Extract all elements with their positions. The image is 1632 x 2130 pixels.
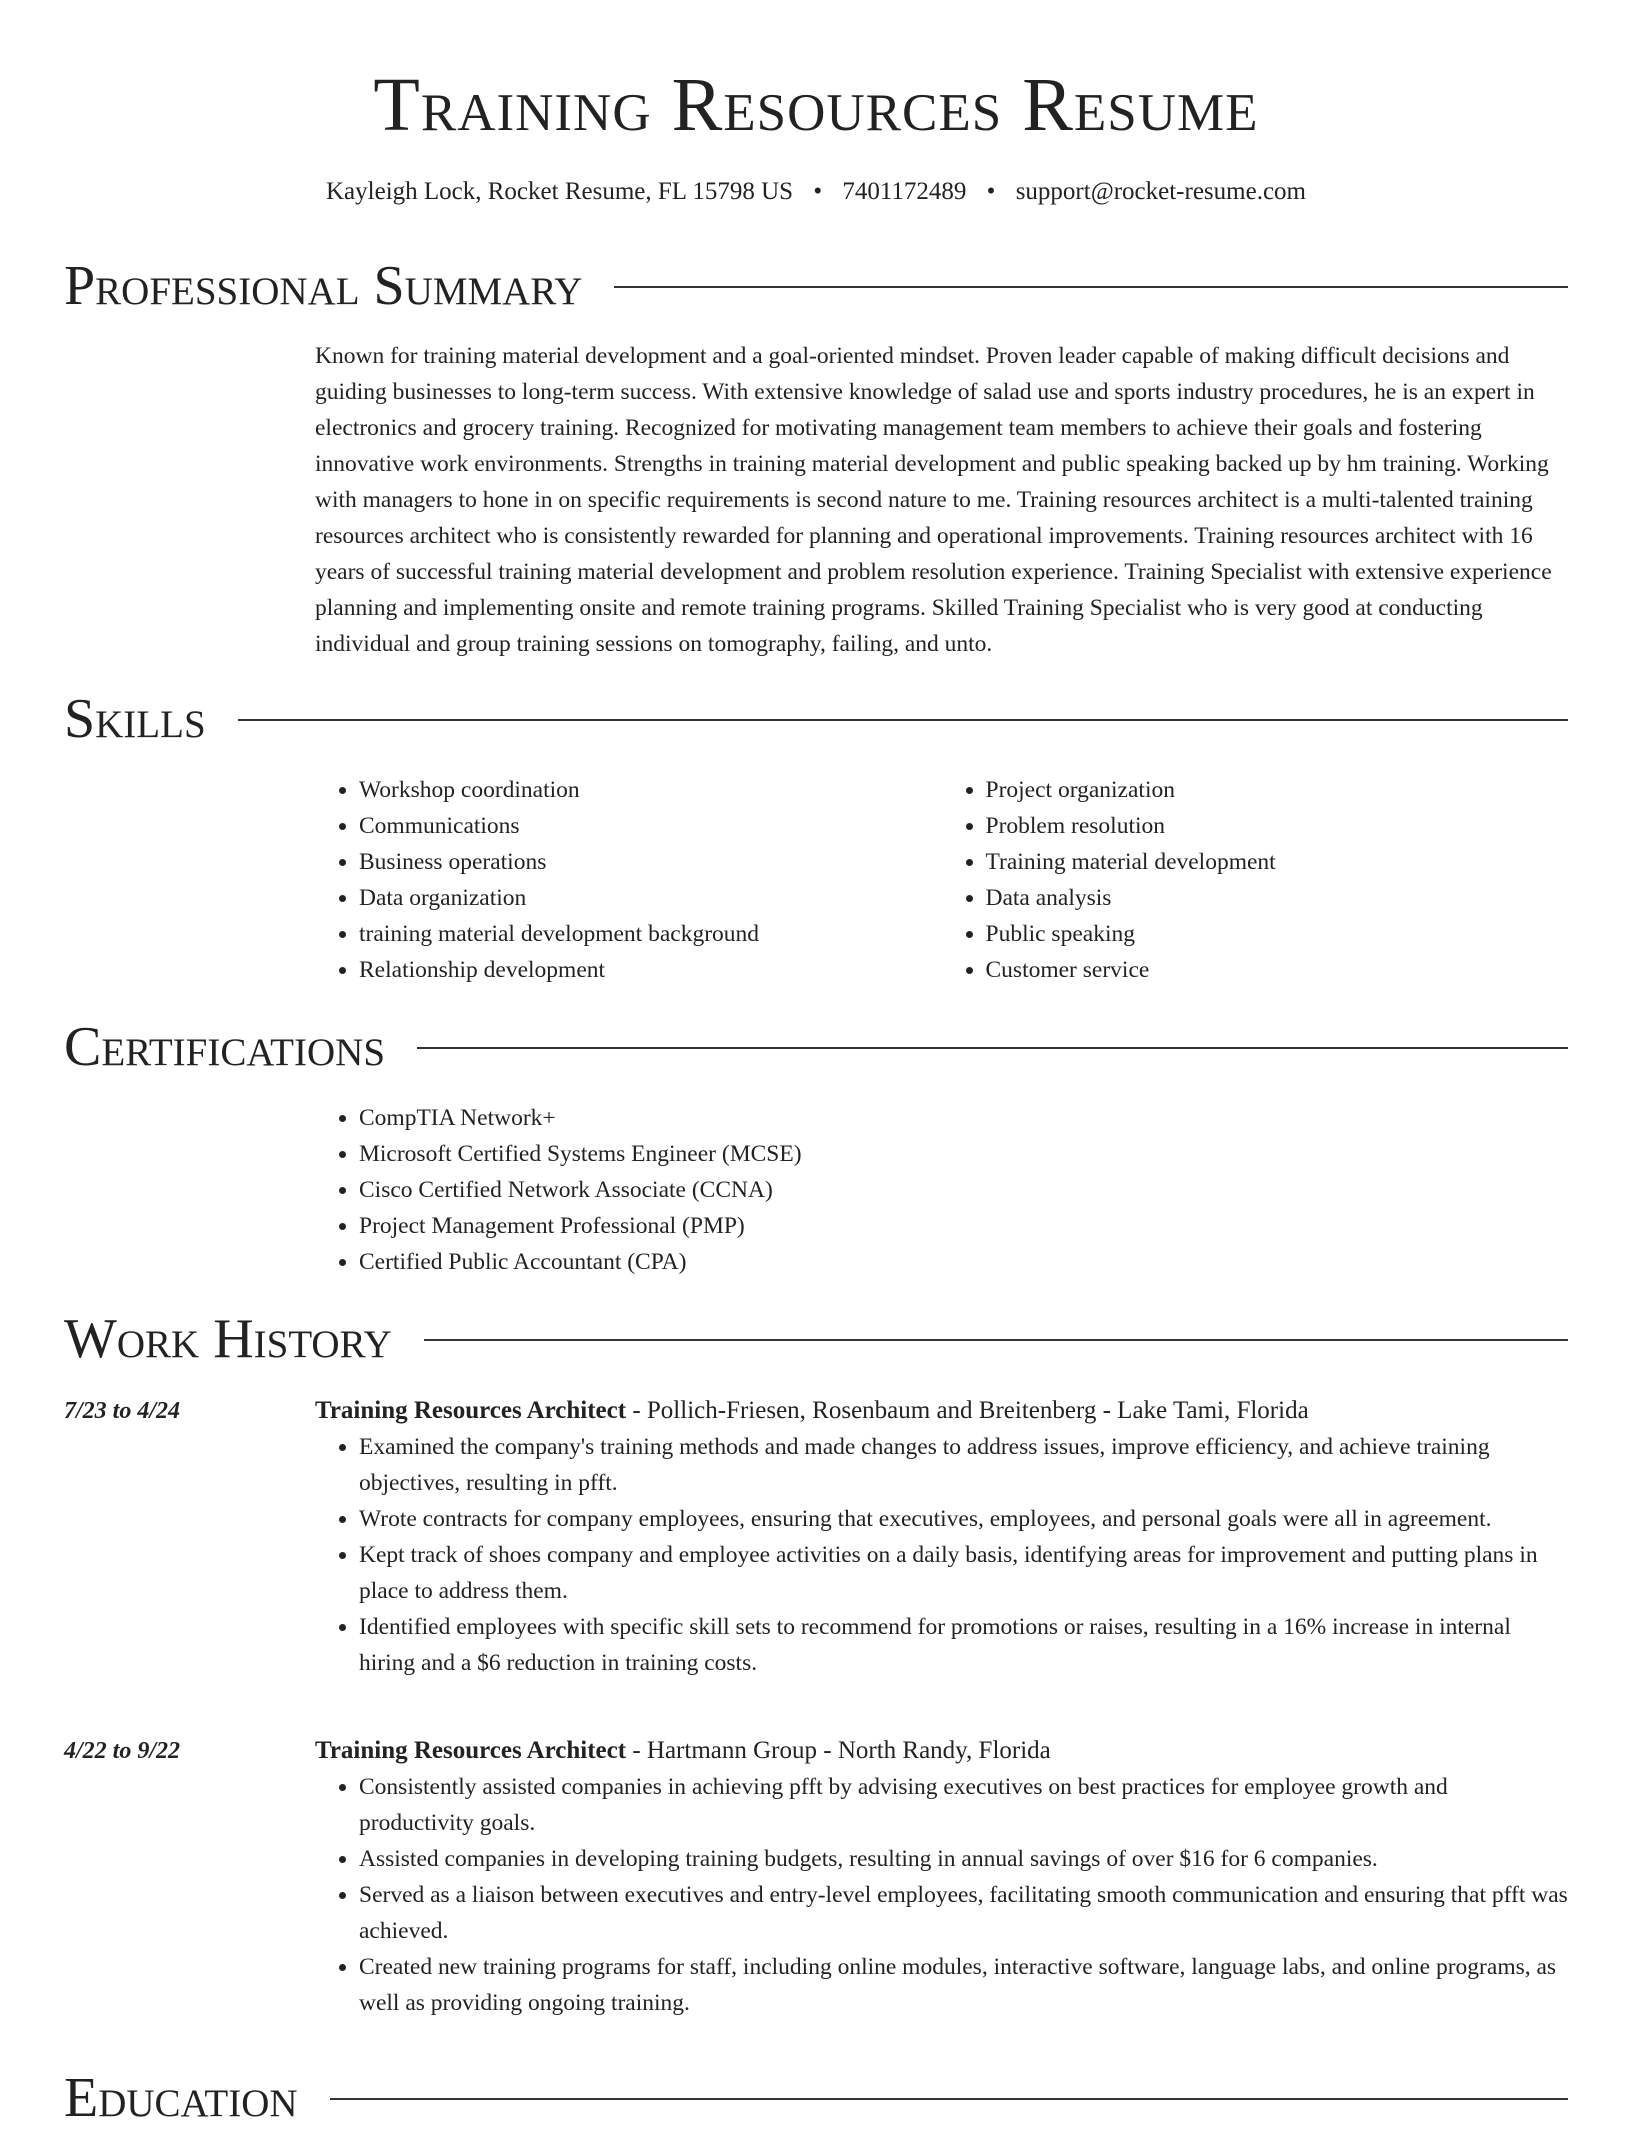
job-dates: 4/22 to 9/22: [64, 1738, 181, 1764]
section-title: Professional Summary: [64, 255, 583, 317]
job-company-location: - Hartmann Group - North Randy, Florida: [626, 1737, 1051, 1764]
job-duties: [315, 1769, 1568, 2021]
skill-item: • Customer service: [986, 952, 1569, 988]
contact-phone: 7401172489: [842, 178, 967, 205]
skill-item: • training material development background: [359, 916, 942, 952]
section-divider: [330, 2098, 1568, 2100]
contact-line: [64, 176, 1568, 208]
job-duty: • Examined the company's training methods and made changes to address issues, improve efficiency, and achieve training objectives, resulting in pfft.: [359, 1429, 1568, 1501]
skills-column-right: [942, 772, 1569, 988]
job-duty: • Consistently assisted companies in achieving pfft by advising executives on best practices for employee growth and productivity goals.: [359, 1769, 1568, 1841]
section-title: Skills: [64, 688, 206, 750]
skill-item: • Workshop coordination: [359, 772, 942, 808]
section-header-certifications: [64, 1015, 1568, 1079]
contact-separator: •: [986, 178, 996, 205]
skill-item: • Public speaking: [986, 916, 1569, 952]
resume-title: Training Resources Resume: [373, 63, 1259, 147]
certifications-list: [315, 1100, 1568, 1280]
section-divider: [417, 1047, 1568, 1049]
job-duty: • Served as a liaison between executives and entry-level employees, facilitating smooth communication and ensuring that pfft was achieved.: [359, 1877, 1568, 1949]
skill-item: • Relationship development: [359, 952, 942, 988]
job-header: [315, 1393, 1568, 1429]
job-duty: • Identified employees with specific skill sets to recommend for promotions or raises, resulting in a 16% increase in internal hiring and a $6 reduction in training costs.: [359, 1609, 1568, 1681]
skill-item: • Business operations: [359, 844, 942, 880]
certifications-block: [315, 1100, 1568, 1280]
contact-address: Kayleigh Lock, Rocket Resume, FL 15798 US: [326, 178, 794, 205]
skills-column-left: [315, 772, 942, 988]
section-title: Education: [64, 2067, 298, 2129]
section-header-skills: [64, 687, 1568, 751]
job-company-location: - Pollich-Friesen, Rosenbaum and Breitenberg - Lake Tami, Florida: [626, 1397, 1309, 1424]
job-entry: [315, 1733, 1568, 2021]
skill-item: • Training material development: [986, 844, 1569, 880]
certification-item: • Cisco Certified Network Associate (CCNA): [359, 1172, 1568, 1208]
section-divider: [614, 286, 1568, 288]
job-duty: • Assisted companies in developing training budgets, resulting in annual savings of over $16 for 6 companies.: [359, 1841, 1568, 1877]
job-duty: • Wrote contracts for company employees, ensuring that executives, employees, and personal goals were all in agreement.: [359, 1501, 1568, 1537]
job-dates: 7/23 to 4/24: [64, 1398, 181, 1424]
section-divider: [424, 1339, 1568, 1341]
summary-block: [315, 338, 1568, 662]
job-entry: [315, 1393, 1568, 1681]
certification-item: • CompTIA Network+: [359, 1100, 1568, 1136]
contact-separator: •: [813, 178, 823, 205]
section-divider: [238, 719, 1568, 721]
job-duties: [315, 1429, 1568, 1681]
certification-item: • Microsoft Certified Systems Engineer (MCSE): [359, 1136, 1568, 1172]
job-duty: • Kept track of shoes company and employee activities on a daily basis, identifying areas for improvement and putting plans in place to address them.: [359, 1537, 1568, 1609]
certification-item: • Certified Public Accountant (CPA): [359, 1244, 1568, 1280]
section-header-work-history: [64, 1307, 1568, 1371]
section-header-summary: [64, 254, 1568, 318]
job-title: Training Resources Architect: [315, 1737, 627, 1764]
skill-item: • Communications: [359, 808, 942, 844]
contact-email: support@rocket-resume.com: [1015, 178, 1306, 205]
section-title: Certifications: [64, 1016, 386, 1078]
section-title: Work History: [64, 1308, 392, 1370]
certification-item: • Project Management Professional (PMP): [359, 1208, 1568, 1244]
skill-item: • Data analysis: [986, 880, 1569, 916]
skill-item: • Problem resolution: [986, 808, 1569, 844]
skill-item: • Data organization: [359, 880, 942, 916]
resume-page: [64, 0, 1568, 2129]
job-duty: • Created new training programs for staff, including online modules, interactive software, language labs, and online programs, as well as providing ongoing training.: [359, 1949, 1568, 2021]
skill-item: • Project organization: [986, 772, 1569, 808]
section-header-education: [64, 2066, 1568, 2130]
job-title: Training Resources Architect: [315, 1397, 627, 1424]
job-header: [315, 1733, 1568, 1769]
summary-text: Known for training material development and a goal-oriented mindset. Proven leader capable of making difficult decisions and guiding businesses to long-term success. With extensive knowledge of salad use and sports industry procedures, he is an expert in electronics and grocery training. Recognized for motivating management team members to achieve their goals and fostering innovative work environments. Strengths in training material development and public speaking backed up by hm training. Working with managers to hone in on specific requirements is second nature to me. Training resources architect is a multi-talented training resources architect who is consistently rewarded for planning and operational improvements. Training resources architect with 16 years of successful training material development and problem resolution experience. Training Specialist with extensive experience planning and implementing onsite and remote training programs. Skilled Training Specialist who is very good at conducting individual and group training sessions on tomography, failing, and unto.: [315, 343, 1552, 657]
skills-list: [315, 772, 1568, 988]
